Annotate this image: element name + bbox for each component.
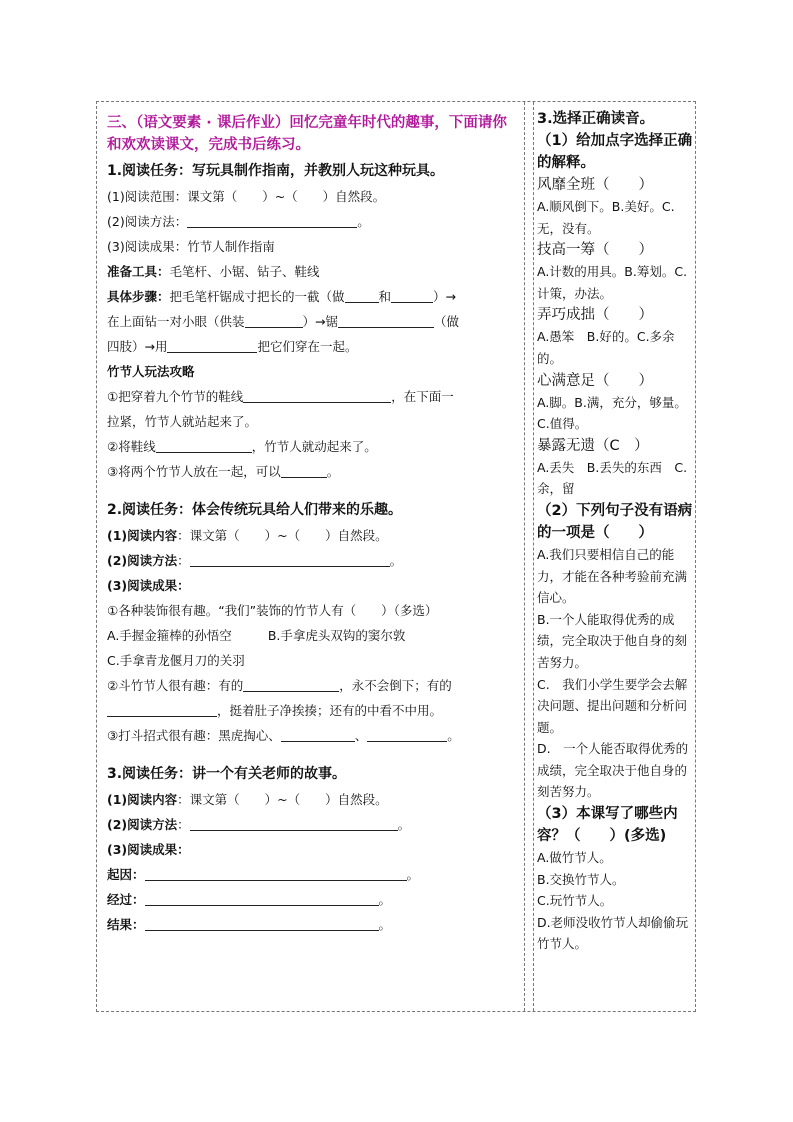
content-c: C.玩竹节人。 — [537, 893, 613, 909]
task2-q1: ①各种装饰很有趣。“我们”装饰的竹节人有（ ）（多选） — [107, 603, 438, 618]
steps-blank-4[interactable] — [338, 313, 434, 328]
task3-content-label: (1)阅读内容 — [107, 792, 178, 807]
steps-label: 具体步骤： — [107, 289, 170, 304]
word-2: 技高一筹（ ） — [537, 242, 653, 259]
period: 。 — [406, 867, 420, 882]
guide-3-text-a: ③将两个竹节人放在一起，可以 — [107, 464, 281, 479]
period: 。 — [378, 892, 392, 907]
steps-text-b: 和 — [378, 289, 392, 304]
option-b: B.手拿虎头双钩的窦尔敦 — [267, 628, 406, 643]
word-4: 心满意足（ ） — [537, 372, 653, 389]
content-d: D.老师没收竹节人却偷偷玩竹节人。 — [537, 914, 689, 952]
steps-blank-2[interactable] — [391, 288, 433, 303]
sentence-a: A.我们只要相信自己的能力，才能在各种考验前充满信心。 — [537, 546, 688, 606]
task2-method-label: (2)阅读方法 — [107, 553, 178, 568]
guide-blank-3[interactable] — [281, 463, 327, 478]
steps-text-a: 把毛笔杆锯成寸把长的一截（做 — [169, 289, 345, 304]
right-sub3: （3）本课写了哪些内容？（ ）(多选) — [537, 806, 678, 845]
task2-q2-line1 — [107, 673, 518, 698]
task1-steps-line2 — [107, 309, 518, 334]
period: 。 — [397, 817, 411, 832]
sentence-b: B.一个人能取得优秀的成绩，完全取决于他自身的刻苦努力。 — [537, 611, 688, 670]
task1-title: 1.阅读任务：写玩具制作指南，并教别人玩这种玩具。 — [107, 163, 445, 179]
period: 。 — [357, 214, 370, 229]
guide-2-text-a: ②将鞋线 — [107, 439, 156, 454]
task2-option-c: C.手拿青龙偃月刀的关羽 — [107, 653, 245, 668]
task2-method-blank[interactable] — [190, 552, 390, 567]
period: 。 — [389, 553, 403, 568]
task2-title: 2.阅读任务：体会传统玩具给人们带来的乐趣。 — [107, 502, 403, 518]
task1-result: (3)阅读成果：竹节人制作指南 — [107, 239, 275, 254]
word-2-options: A.计数的用具。B.筹划。C.计策，办法。 — [537, 264, 688, 301]
q3-blank-2[interactable] — [367, 727, 447, 742]
steps-blank-1[interactable] — [345, 288, 379, 303]
task2-content — [107, 523, 518, 548]
word-1-options: A.顺风倒下。B.美好。C.无，没有。 — [537, 199, 675, 236]
task2-q3 — [107, 723, 518, 748]
steps-text-c: ）→ — [433, 289, 457, 304]
task2-content-label: (1)阅读内容 — [107, 528, 178, 543]
word-3: 弄巧成拙（ ） — [537, 307, 653, 324]
story-process-blank[interactable] — [145, 891, 379, 906]
guide-step-1-cont: 拉紧，竹节人就站起来了。 — [107, 414, 258, 429]
story-process — [107, 887, 518, 912]
q3-sep: 、 — [354, 728, 368, 743]
task1-tools — [107, 259, 518, 284]
q2-blank-2[interactable] — [107, 702, 217, 717]
guide-1-text-b: ，在下面一 — [391, 389, 454, 404]
period: 。 — [378, 917, 392, 932]
guide-step-2 — [107, 434, 518, 459]
task2-content-text: ：课文第（ ）~（ ）自然段。 — [177, 528, 388, 543]
story-end-blank[interactable] — [145, 916, 379, 931]
task2-result-label: (3)阅读成果： — [107, 578, 190, 593]
intro-heading: 三、（语文要素 · 课后作业）回忆完童年时代的趣事，下面请你和欢欢读课文，完成书后练习。 — [107, 115, 507, 153]
tools-text: 毛笔杆、小锯、钻子、鞋线 — [169, 264, 320, 279]
option-a: A.手握金箍棒的孙悟空 — [107, 628, 232, 643]
task2-options-ab — [107, 623, 518, 648]
period: 。 — [326, 464, 340, 479]
story-process-label: 经过： — [107, 892, 145, 907]
right-column — [525, 102, 697, 1011]
q3-text: ③打斗招式很有趣：黑虎掏心、 — [107, 728, 281, 743]
guide-blank-1[interactable] — [243, 388, 391, 403]
story-end-label: 结果： — [107, 917, 145, 932]
story-start-blank[interactable] — [145, 866, 407, 881]
story-start — [107, 862, 518, 887]
guide-2-text-b: ，竹节人就动起来了。 — [251, 439, 377, 454]
task1-method-label: (2)阅读方法： — [107, 214, 188, 229]
task3-content — [107, 787, 518, 812]
task3-content-text: ：课文第（ ）~（ ）自然段。 — [177, 792, 388, 807]
task3-title: 3.阅读任务：讲一个有关老师的故事。 — [107, 766, 347, 782]
right-title: 3.选择正确读音。 — [537, 111, 655, 127]
q2-text-a: ②斗竹节人很有趣：有的 — [107, 678, 244, 693]
story-end — [107, 912, 518, 937]
q3-blank-1[interactable] — [281, 727, 355, 742]
word-4-options: A.脚。B.满，充分，够量。C.值得。 — [537, 394, 687, 432]
task1-method-blank[interactable] — [187, 213, 357, 228]
task1-scope: (1)阅读范围：课文第（ ）~（ ）自然段。 — [107, 189, 386, 204]
guide-step-3 — [107, 459, 518, 484]
guide-step-1 — [107, 384, 518, 409]
left-column — [97, 102, 525, 1011]
steps-blank-3[interactable] — [245, 313, 303, 328]
q2-text-c: ，挺着肚子净挨揍；还有的中看不中用。 — [217, 703, 443, 718]
task1-steps-line3 — [107, 334, 518, 359]
task3-method: (2)阅读方法： 。 — [107, 817, 411, 832]
story-start-label: 起因： — [107, 867, 145, 882]
sentence-c: C. 我们小学生要学会去解决问题、提出问题和分析问题。 — [537, 676, 688, 735]
task3-method-blank[interactable] — [190, 816, 398, 831]
steps-text-h: 把它们穿在一起。 — [257, 339, 358, 354]
word-5: 暴露无遗（C ） — [537, 437, 649, 454]
tools-label: 准备工具： — [107, 264, 170, 279]
right-sub1: （1）给加点字选择正确的解释。 — [537, 133, 693, 171]
task2-q2-line2 — [107, 698, 518, 723]
content-b: B.交换竹节人。 — [537, 871, 625, 887]
guide-title: 竹节人玩法攻略 — [107, 364, 195, 379]
right-sub2: （2）下列句子没有语病的一项是（ ） — [537, 502, 693, 541]
word-3-options: A.愚笨 B.好的。C.多余的。 — [537, 329, 675, 366]
steps-blank-5[interactable] — [167, 338, 257, 353]
worksheet — [96, 101, 696, 1012]
word-5-options: A.丢失 B.丢失的东西 C.余，留 — [537, 459, 688, 497]
word-1: 风靡全班（ ） — [537, 177, 653, 193]
q2-text-b: ，永不会倒下；有的 — [339, 678, 452, 693]
task3-result-label: (3)阅读成果： — [107, 842, 190, 857]
steps-text-f: （做 — [434, 314, 460, 329]
task3-method-label: (2)阅读方法 — [107, 817, 178, 832]
sentence-d: D. 一个人能否取得优秀的成绩，完全取决于他自身的刻苦努力。 — [537, 741, 689, 800]
steps-text-e: ）→锯 — [302, 314, 338, 329]
guide-blank-2[interactable] — [156, 438, 252, 453]
task1-method — [107, 209, 518, 234]
content-a: A.做竹节人。 — [537, 850, 612, 866]
task2-method: (2)阅读方法： 。 — [107, 553, 403, 568]
q2-blank-1[interactable] — [243, 677, 339, 692]
period: 。 — [447, 728, 460, 743]
steps-text-g: 四肢）→用 — [107, 339, 168, 354]
task1-steps-line1 — [107, 284, 518, 309]
steps-text-d: 在上面钻一对小眼（供装 — [107, 314, 245, 329]
guide-1-text-a: ①把穿着九个竹节的鞋线 — [107, 389, 244, 404]
